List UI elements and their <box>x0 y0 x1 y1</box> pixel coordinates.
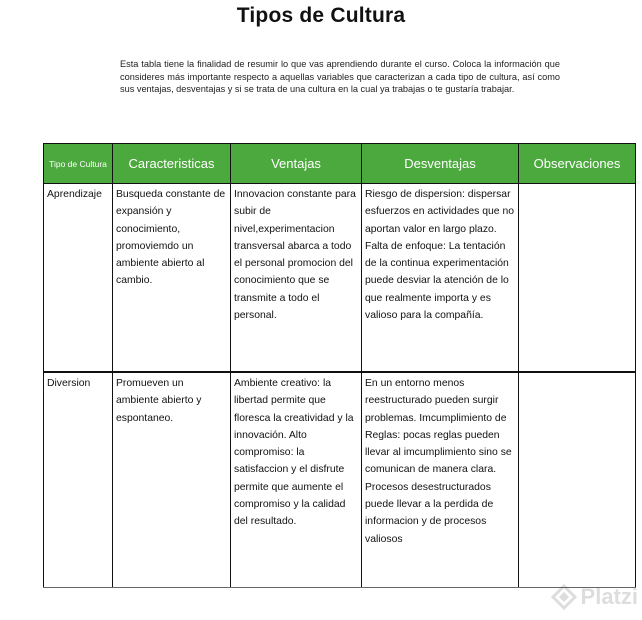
cell-observaciones <box>519 372 636 588</box>
header-caracteristicas: Caracteristicas <box>113 144 231 184</box>
platzi-watermark <box>551 584 638 610</box>
culture-types-table <box>43 143 636 588</box>
intro-paragraph: Esta tabla tiene la finalidad de resumir lo que vas aprendiendo durante el curso. Coloca la información que consideres más importante respecto a aquellas variables que caracterizan a cada tipo de cultura, así como sus ventajas, desventajas y si se trata de una cultura en la cual ya trabajas o te gustaría trabajar. <box>120 59 560 95</box>
document-title: Tipos de Cultura <box>236 4 406 27</box>
cell-caracteristicas: Promueven un ambiente abierto y espontaneo. <box>113 372 231 588</box>
watermark-text: Platzi <box>580 584 638 609</box>
table-row <box>44 184 636 373</box>
platzi-logo-icon <box>551 584 577 610</box>
table-row <box>44 372 636 588</box>
cell-observaciones <box>519 184 636 373</box>
header-ventajas: Ventajas <box>231 144 362 184</box>
header-tipo-de-cultura: Tipo de Cultura <box>44 144 113 184</box>
header-observaciones: Observaciones <box>519 144 636 184</box>
cell-desventajas: Riesgo de dispersion: dispersar esfuerzos en actividades que no aportan valor en largo plazo. Falta de enfoque: La tentación de la continua experimentación puede desviar la atención de lo que realmente importa y es valioso para la compañía. <box>362 184 519 373</box>
cell-desventajas: En un entorno menos reestructurado pueden surgir problemas. Imcumplimiento de Reglas: pocas reglas pueden llevar al imcumplimiento sino se comunican de manera clara. Procesos desestructurados puede llevar a la perdida de informacion y de procesos valiosos <box>362 372 519 588</box>
cell-ventajas: Ambiente creativo: la libertad permite que floresca la creatividad y la innovación. Alto compromiso: la satisfaccion y el disfrute permite que aumente el compromiso y la calidad del resultado. <box>231 372 362 588</box>
cell-tipo: Aprendizaje <box>44 184 113 373</box>
cell-tipo: Diversion <box>44 372 113 588</box>
header-desventajas: Desventajas <box>362 144 519 184</box>
table-header-row <box>44 144 636 184</box>
cell-caracteristicas: Busqueda constante de expansión y conocimiento, promoviemdo un ambiente abierto al cambio. <box>113 184 231 373</box>
cell-ventajas: Innovacion constante para subir de nivel,experimentacion transversal abarca a todo el personal promocion del conocimiento que se transmite a todo el personal. <box>231 184 362 373</box>
